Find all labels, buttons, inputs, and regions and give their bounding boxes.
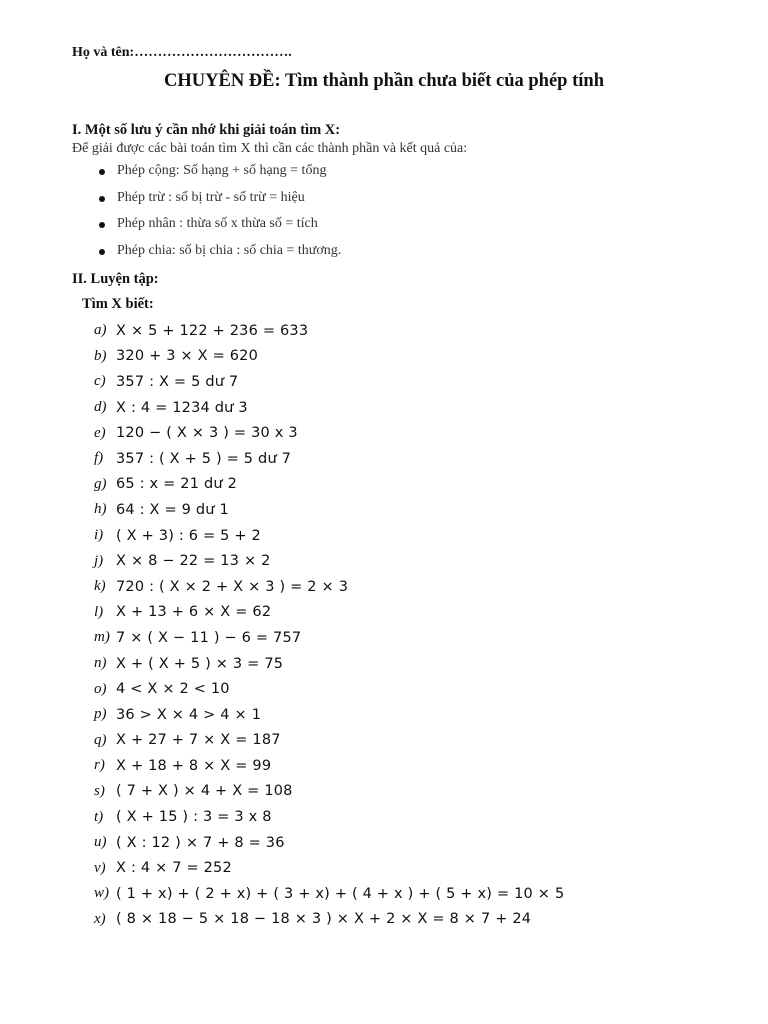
exercise-item: [94, 574, 564, 600]
exercise-item: [94, 855, 564, 881]
exercise-equation: ( X + 15 ) : 3 = 3 x 8: [116, 809, 272, 826]
exercise-label: e): [94, 424, 106, 441]
section-1-heading: I. Một số lưu ý cần nhớ khi giải toán tìm X:: [72, 122, 341, 138]
section-1-intro: Để giải được các bài toán tìm X thì cần các thành phần và kết quả của:: [72, 141, 468, 156]
exercise-item: [94, 369, 564, 395]
exercise-label: b): [94, 347, 107, 364]
exercise-equation: X : 4 = 1234 dư 3: [116, 399, 248, 416]
exercise-equation: 357 : ( X + 5 ) = 5 dư 7: [116, 450, 292, 467]
exercise-item: [94, 702, 564, 728]
exercise-equation: ( X + 3) : 6 = 5 + 2: [116, 527, 261, 544]
exercise-equation: 65 : x = 21 dư 2: [116, 476, 237, 493]
exercise-label: n): [94, 655, 107, 672]
exercise-item: [94, 446, 564, 472]
exercise-label: u): [94, 834, 107, 851]
exercise-item: [94, 881, 564, 907]
exercise-item: [94, 523, 564, 549]
exercise-label: l): [94, 603, 104, 620]
exercise-list: [94, 318, 564, 932]
exercise-item: [94, 779, 564, 805]
exercise-equation: 320 + 3 × X = 620: [116, 348, 259, 365]
exercise-label: t): [94, 808, 104, 825]
exercise-item: [94, 497, 564, 523]
exercise-label: s): [94, 782, 105, 799]
rule-addition: Phép cộng: Số hạng + số hạng = tổng: [99, 163, 341, 190]
exercise-equation: ( 1 + x) + ( 2 + x) + ( 3 + x) + ( 4 + x ) + ( 5 + x) = 10 × 5: [116, 885, 565, 902]
exercise-equation: X : 4 × 7 = 252: [116, 860, 232, 877]
exercise-item: [94, 804, 564, 830]
exercise-label: d): [94, 399, 107, 416]
exercise-item: [94, 651, 564, 677]
exercise-label: k): [94, 578, 106, 595]
exercise-equation: 357 : X = 5 dư 7: [116, 373, 239, 390]
exercise-item: [94, 395, 564, 421]
exercise-item: [94, 548, 564, 574]
exercise-item: [94, 907, 564, 933]
exercise-item: [94, 676, 564, 702]
section-2-heading: II. Luyện tập:: [72, 271, 159, 287]
exercise-label: p): [94, 706, 107, 723]
exercise-label: a): [94, 322, 107, 339]
rule-division: Phép chia: số bị chia : số chia = thương.: [99, 243, 341, 270]
exercise-label: c): [94, 373, 106, 390]
exercise-equation: 64 : X = 9 dư 1: [116, 501, 229, 518]
exercise-label: x): [94, 910, 106, 927]
exercise-equation: ( X : 12 ) × 7 + 8 = 36: [116, 834, 285, 851]
exercise-item: [94, 753, 564, 779]
student-name-line: Họ và tên:…………………………….: [72, 45, 292, 60]
exercise-equation: 7 × ( X − 11 ) − 6 = 757: [116, 629, 302, 646]
exercise-label: r): [94, 757, 105, 774]
exercise-equation: X + 13 + 6 × X = 62: [116, 604, 272, 621]
exercise-equation: 120 − ( X × 3 ) = 30 x 3: [116, 425, 298, 442]
exercise-item: [94, 728, 564, 754]
exercise-label: g): [94, 475, 107, 492]
page-title: CHUYÊN ĐỀ: Tìm thành phần chưa biết của phép tính: [164, 71, 604, 91]
exercise-label: f): [94, 450, 104, 467]
exercise-equation: X × 8 − 22 = 13 × 2: [116, 553, 271, 570]
exercise-item: [94, 344, 564, 370]
exercise-equation: X + 27 + 7 × X = 187: [116, 732, 281, 749]
exercise-label: j): [94, 552, 104, 569]
exercise-label: m): [94, 629, 110, 646]
exercise-item: [94, 600, 564, 626]
rule-multiplication: Phép nhân : thừa số x thừa số = tích: [99, 216, 341, 243]
exercise-equation: X × 5 + 122 + 236 = 633: [116, 322, 309, 339]
exercise-item: [94, 830, 564, 856]
exercise-label: i): [94, 527, 104, 544]
exercise-item: [94, 420, 564, 446]
exercise-label: v): [94, 859, 106, 876]
exercise-item: [94, 318, 564, 344]
exercise-prompt: Tìm X biết:: [82, 296, 154, 312]
exercise-equation: 720 : ( X × 2 + X × 3 ) = 2 × 3: [116, 578, 349, 595]
exercise-item: [94, 625, 564, 651]
exercise-equation: X + 18 + 8 × X = 99: [116, 757, 272, 774]
exercise-equation: X + ( X + 5 ) × 3 = 75: [116, 655, 284, 672]
exercise-equation: ( 8 × 18 − 5 × 18 − 18 × 3 ) × X + 2 × X = 8 × 7 + 24: [116, 911, 532, 928]
exercise-equation: 36 > X × 4 > 4 × 1: [116, 706, 262, 723]
exercise-label: w): [94, 885, 109, 902]
exercise-label: o): [94, 680, 107, 697]
rules-list: [99, 163, 341, 269]
exercise-equation: 4 < X × 2 < 10: [116, 681, 230, 698]
exercise-label: h): [94, 501, 107, 518]
rule-subtraction: Phép trừ : số bị trừ - số trừ = hiệu: [99, 190, 341, 217]
exercise-label: q): [94, 731, 107, 748]
exercise-item: [94, 472, 564, 498]
exercise-equation: ( 7 + X ) × 4 + X = 108: [116, 783, 293, 800]
